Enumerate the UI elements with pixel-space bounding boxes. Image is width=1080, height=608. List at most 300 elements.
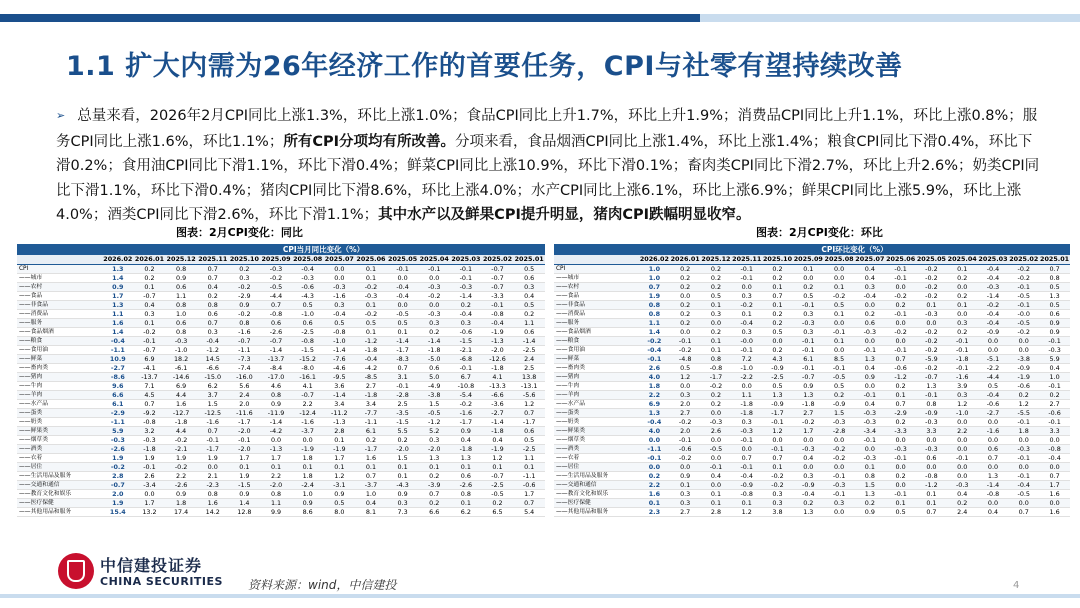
- table-cell: 0.7: [513, 499, 545, 508]
- table-cell: -1.7: [197, 445, 229, 454]
- table-header-blank: [554, 244, 639, 255]
- table-row: [554, 481, 1070, 490]
- table-row: [554, 472, 1070, 481]
- table-cell: -0.4: [387, 283, 419, 292]
- table-cell: -0.6: [292, 283, 324, 292]
- table-cell: 0.5: [513, 265, 545, 274]
- table-cell: -0.4: [323, 310, 355, 319]
- table-cell: 0.1: [947, 301, 978, 310]
- table-cell: -0.9: [916, 409, 947, 418]
- table-cell: 0.1: [229, 463, 261, 472]
- table-cell: -5.1: [978, 355, 1009, 364]
- table-cell: -1.5: [450, 337, 482, 346]
- table-cell: 0.1: [762, 463, 793, 472]
- table-cell: -2.0: [229, 427, 261, 436]
- table-cell: 0.1: [323, 463, 355, 472]
- table-cell: 0.8: [1039, 274, 1070, 283]
- table-cell: 0.2: [762, 265, 793, 274]
- row-label: ——蛋类: [17, 409, 102, 418]
- table-title: CPI当月同比变化（%）: [102, 244, 545, 255]
- table-row: [554, 391, 1070, 400]
- table-cell: 2.6: [701, 427, 732, 436]
- table-cell: -0.1: [1008, 454, 1039, 463]
- table-cell: 0.0: [978, 499, 1009, 508]
- table-cell: 0.0: [947, 283, 978, 292]
- logo-en-text: CHINA SECURITIES: [100, 575, 223, 588]
- table-cell: -1.8: [418, 346, 450, 355]
- table-cell: 0.0: [885, 436, 916, 445]
- table-cell: 0.0: [701, 454, 732, 463]
- table-cell: -0.3: [418, 283, 450, 292]
- table-cell: -1.1: [229, 346, 261, 355]
- table-cell: -0.7: [482, 265, 514, 274]
- table-cell: 1.6: [197, 499, 229, 508]
- table-cell: -4.8: [670, 355, 701, 364]
- table-cell: 0.1: [355, 301, 387, 310]
- table-cell: 6.9: [134, 355, 166, 364]
- table-cell: -0.2: [885, 292, 916, 301]
- table-cell: 0.5: [323, 499, 355, 508]
- row-label: ——交通和通信: [554, 481, 639, 490]
- table-cell: -12.6: [482, 355, 514, 364]
- table-cell: -12.7: [165, 409, 197, 418]
- table-cell: 0.1: [885, 499, 916, 508]
- table-cell: 0.9: [854, 373, 885, 382]
- table-cell: 0.3: [197, 328, 229, 337]
- table-cell: 0.3: [854, 283, 885, 292]
- table-cell: 0.9: [670, 472, 701, 481]
- table-cell: 2.0: [670, 400, 701, 409]
- table-cell: 0.1: [824, 310, 855, 319]
- table-cell: 1.8: [1008, 427, 1039, 436]
- table-cell: 0.9: [165, 274, 197, 283]
- table-cell: -0.4: [355, 355, 387, 364]
- table-cell: 0.3: [731, 328, 762, 337]
- table-cell: 0.0: [762, 436, 793, 445]
- table-row: [554, 310, 1070, 319]
- table-cell: -0.5: [1008, 490, 1039, 499]
- table-cell: 0.1: [947, 265, 978, 274]
- table-cell: -0.2: [701, 382, 732, 391]
- table-row: [554, 337, 1070, 346]
- table-cell: 0.1: [450, 463, 482, 472]
- table-cell: 0.0: [323, 265, 355, 274]
- table-cell: 1.9: [229, 472, 261, 481]
- table-cell: 0.0: [1008, 337, 1039, 346]
- table-row: [17, 265, 545, 274]
- table-cell: -0.1: [134, 463, 166, 472]
- table-row: [554, 328, 1070, 337]
- table-cell: -8.3: [387, 355, 419, 364]
- table-cell: -16.1: [292, 373, 324, 382]
- table-cell: 0.0: [323, 274, 355, 283]
- table-cell: 0.0: [947, 436, 978, 445]
- table-cell: 0.0: [639, 463, 670, 472]
- table-row: [17, 454, 545, 463]
- table-cell: 0.8: [165, 301, 197, 310]
- table-cell: -0.3: [292, 274, 324, 283]
- table-cell: 0.8: [916, 400, 947, 409]
- row-label: ——鲜果类: [554, 427, 639, 436]
- table-cell: 1.3: [793, 391, 824, 400]
- table-cell: -0.6: [450, 328, 482, 337]
- table-cell: -0.1: [670, 337, 701, 346]
- table-cell: -1.8: [947, 355, 978, 364]
- table-cell: -0.1: [793, 364, 824, 373]
- table-cell: -8.5: [355, 373, 387, 382]
- table-cell: -0.2: [1008, 265, 1039, 274]
- table-cell: -1.8: [482, 364, 514, 373]
- table-cell: -0.2: [793, 418, 824, 427]
- table-cell: 0.8: [639, 310, 670, 319]
- table-cell: 0.0: [387, 274, 419, 283]
- table-cell: -7.7: [355, 409, 387, 418]
- table-cell: -0.8: [731, 490, 762, 499]
- table-cell: 0.0: [793, 274, 824, 283]
- table-cell: -2.9: [885, 409, 916, 418]
- table-cell: -0.4: [387, 292, 419, 301]
- table-cell: 0.0: [824, 508, 855, 517]
- table-cell: 0.4: [701, 472, 732, 481]
- table-cell: -0.2: [102, 463, 134, 472]
- table-cell: 2.7: [1039, 400, 1070, 409]
- table-cell: -2.6: [260, 328, 292, 337]
- table-row: [17, 274, 545, 283]
- table-cell: -0.1: [670, 436, 701, 445]
- table-cell: 1.2: [482, 454, 514, 463]
- table-cell: -0.6: [513, 481, 545, 490]
- table-cell: 0.0: [824, 274, 855, 283]
- table-row: [17, 292, 545, 301]
- table-cell: 0.8: [854, 472, 885, 481]
- table-cell: -0.2: [916, 364, 947, 373]
- table-cell: 0.1: [387, 328, 419, 337]
- column-header: [554, 255, 639, 265]
- table-cell: 2.2: [292, 400, 324, 409]
- table-cell: -1.1: [355, 418, 387, 427]
- table-cell: -0.4: [978, 265, 1009, 274]
- table-cell: 1.0: [355, 490, 387, 499]
- table-cell: -0.1: [947, 454, 978, 463]
- table-cell: 0.9: [102, 283, 134, 292]
- table-cell: 0.9: [1039, 328, 1070, 337]
- table-cell: 0.6: [165, 283, 197, 292]
- table-cell: -0.5: [1008, 292, 1039, 301]
- table-cell: -0.7: [229, 337, 261, 346]
- table-cell: -1.8: [731, 400, 762, 409]
- table-cell: -0.2: [134, 328, 166, 337]
- table-cell: -2.6: [165, 481, 197, 490]
- table-cell: 0.0: [701, 409, 732, 418]
- table-cell: 0.4: [1039, 364, 1070, 373]
- table-cell: 1.6: [165, 400, 197, 409]
- para-text-1: 总量来看，2026年2月CPI同比上涨1.3%，环比上涨1.0%；食品CPI同比上升1.7%，环比上升1.9%；消费品CPI同比上升1.1%，环比上涨0.8%；服务CPI同比上涨1.6%，环比1.1%；: [56, 108, 1038, 150]
- table-cell: 0.0: [1008, 499, 1039, 508]
- table-cell: -0.2: [824, 445, 855, 454]
- table-cell: 3.9: [947, 382, 978, 391]
- table-cell: 3.3: [1039, 427, 1070, 436]
- table-cell: 0.3: [824, 499, 855, 508]
- table-row: [554, 364, 1070, 373]
- table-cell: 0.7: [639, 283, 670, 292]
- table-cell: 2.2: [260, 472, 292, 481]
- table-cell: 2.4: [947, 508, 978, 517]
- table-cell: 1.1: [639, 319, 670, 328]
- table-cell: -1.0: [947, 409, 978, 418]
- table-cell: 1.2: [731, 508, 762, 517]
- table-cell: -0.1: [947, 364, 978, 373]
- table-cell: 0.8: [450, 490, 482, 499]
- table-cell: 0.0: [731, 283, 762, 292]
- table-cell: -1.9: [292, 445, 324, 454]
- table-cell: 0.3: [134, 310, 166, 319]
- row-label: ——交通和通信: [17, 481, 102, 490]
- table-cell: -0.2: [355, 283, 387, 292]
- table-row: [17, 355, 545, 364]
- table-cell: 0.5: [513, 301, 545, 310]
- table-cell: 4.1: [482, 373, 514, 382]
- table-cell: 4.4: [165, 391, 197, 400]
- table-cell: -1.7: [387, 346, 419, 355]
- table-cell: -1.1: [102, 346, 134, 355]
- table-cell: 2.8: [102, 472, 134, 481]
- table-cell: 0.7: [731, 454, 762, 463]
- table-header-blank: [17, 244, 102, 255]
- table-cell: 0.8: [229, 319, 261, 328]
- table-cell: 0.5: [824, 301, 855, 310]
- table-cell: 8.6: [292, 508, 324, 517]
- row-label: ——水产品: [17, 400, 102, 409]
- table-cell: -0.7: [793, 373, 824, 382]
- table-cell: 0.8: [165, 265, 197, 274]
- table-cell: 4.0: [639, 427, 670, 436]
- row-label: ——酒类: [17, 445, 102, 454]
- table-cell: 0.0: [824, 463, 855, 472]
- table-cell: -0.4: [978, 310, 1009, 319]
- table-cell: 0.2: [1039, 391, 1070, 400]
- table-cell: -0.4: [639, 346, 670, 355]
- table-cell: 2.0: [229, 400, 261, 409]
- table-cell: 1.3: [854, 355, 885, 364]
- table-cell: 0.1: [670, 481, 701, 490]
- table-cell: -0.9: [793, 481, 824, 490]
- table-cell: 0.0: [824, 265, 855, 274]
- table-cell: 7.2: [731, 355, 762, 364]
- table-cell: 0.1: [731, 499, 762, 508]
- table-cell: -0.2: [165, 463, 197, 472]
- table-cell: -1.9: [482, 445, 514, 454]
- table-cell: 1.3: [916, 382, 947, 391]
- table-cell: -0.6: [885, 364, 916, 373]
- table-cell: 14.5: [197, 355, 229, 364]
- table-cell: 2.5: [513, 364, 545, 373]
- table-cell: -0.2: [260, 274, 292, 283]
- row-label: ——城市: [17, 274, 102, 283]
- table-cell: 0.9: [323, 490, 355, 499]
- table-cell: -3.5: [387, 409, 419, 418]
- table-cell: 1.8: [165, 499, 197, 508]
- table-cell: -1.0: [731, 364, 762, 373]
- table-cell: 0.4: [482, 436, 514, 445]
- table-cell: 0.0: [701, 436, 732, 445]
- table-row: [17, 400, 545, 409]
- table-row: [554, 283, 1070, 292]
- row-label: ——猪肉: [554, 373, 639, 382]
- table-cell: 0.7: [197, 427, 229, 436]
- row-label: ——食用油: [17, 346, 102, 355]
- row-label: ——猪肉: [17, 373, 102, 382]
- table-cell: -1.9: [482, 328, 514, 337]
- table-cell: 0.2: [670, 274, 701, 283]
- table-cell: -2.4: [292, 481, 324, 490]
- row-label: ——食用油: [554, 346, 639, 355]
- table-cell: -1.6: [229, 328, 261, 337]
- table-cell: -0.0: [731, 337, 762, 346]
- table-cell: 0.2: [387, 436, 419, 445]
- table-cell: -4.1: [134, 364, 166, 373]
- table-cell: 0.5: [387, 319, 419, 328]
- table-cell: 1.9: [639, 292, 670, 301]
- table-cell: -0.2: [639, 337, 670, 346]
- table-row: [17, 328, 545, 337]
- table-cell: 0.1: [824, 283, 855, 292]
- table-cell: -0.1: [793, 301, 824, 310]
- table-cell: 0.2: [885, 301, 916, 310]
- table-cell: -0.2: [824, 454, 855, 463]
- table-cell: -9.5: [323, 373, 355, 382]
- table-cell: -1.4: [260, 346, 292, 355]
- table-cell: -0.1: [854, 346, 885, 355]
- table-cell: 1.5: [854, 481, 885, 490]
- table-cell: 0.0: [793, 436, 824, 445]
- table-cell: 0.0: [1039, 436, 1070, 445]
- table-cell: -0.1: [885, 274, 916, 283]
- table-cell: -6.6: [197, 364, 229, 373]
- table-cell: 5.2: [418, 427, 450, 436]
- row-label: ——鲜果类: [17, 427, 102, 436]
- table-cell: 0.0: [947, 310, 978, 319]
- table-cell: 1.9: [197, 454, 229, 463]
- row-label: ——畜肉类: [554, 364, 639, 373]
- row-label: ——生活用品及服务: [17, 472, 102, 481]
- column-header: 2025.10: [762, 255, 793, 263]
- table-cell: -0.9: [731, 481, 762, 490]
- page-number: 4: [1013, 580, 1020, 591]
- row-label: ——食品烟酒: [17, 328, 102, 337]
- table-cell: 0.1: [885, 391, 916, 400]
- table-cell: -2.5: [292, 328, 324, 337]
- table-cell: -13.7: [260, 355, 292, 364]
- table-cell: -1.1: [639, 445, 670, 454]
- table-cell: -3.4: [134, 481, 166, 490]
- table-cell: -11.2: [323, 409, 355, 418]
- table-cell: 0.9: [229, 301, 261, 310]
- table-cell: 9.9: [260, 508, 292, 517]
- table-cell: 5.0: [418, 373, 450, 382]
- top-accent-bar: [0, 14, 1080, 22]
- table-cell: 0.1: [824, 337, 855, 346]
- table-cell: -1.4: [418, 337, 450, 346]
- table-cell: 0.3: [947, 319, 978, 328]
- table-cell: 1.2: [1008, 400, 1039, 409]
- table-cell: 0.2: [947, 328, 978, 337]
- row-label: ——医疗保健: [17, 499, 102, 508]
- table-cell: -4.9: [418, 382, 450, 391]
- table-cell: -15.2: [292, 355, 324, 364]
- para-bold-2: 其中水产以及鲜果CPI提升明显，猪肉CPI跌幅明显收窄。: [378, 207, 751, 223]
- table-row: [554, 355, 1070, 364]
- column-header: 2026.01: [134, 255, 165, 263]
- table-cell: 0.7: [197, 265, 229, 274]
- table-cell: -0.3: [165, 337, 197, 346]
- table-cell: -1.6: [450, 409, 482, 418]
- table-cell: 3.8: [762, 508, 793, 517]
- table-cell: 0.9: [165, 490, 197, 499]
- table-cell: 4.6: [260, 382, 292, 391]
- table-cell: -0.1: [387, 382, 419, 391]
- table-cell: 1.7: [513, 490, 545, 499]
- table-cell: 5.9: [1039, 355, 1070, 364]
- table-cell: 0.0: [1008, 346, 1039, 355]
- table-cell: -0.4: [854, 292, 885, 301]
- table-cell: 0.7: [978, 454, 1009, 463]
- table-cell: 0.3: [947, 391, 978, 400]
- table-cell: 6.1: [793, 355, 824, 364]
- table-cell: 1.3: [1039, 292, 1070, 301]
- table-cell: -0.1: [947, 337, 978, 346]
- table-cell: 0.9: [292, 499, 324, 508]
- table-cell: 8.1: [355, 508, 387, 517]
- table-cell: -2.2: [731, 373, 762, 382]
- table-cell: 0.3: [731, 418, 762, 427]
- table-cell: -0.3: [355, 292, 387, 301]
- table-cell: -0.3: [102, 436, 134, 445]
- table-cell: -1.4: [387, 337, 419, 346]
- column-header: 2025.09: [793, 255, 823, 263]
- column-header: 2025.05: [388, 255, 418, 263]
- column-header: 2025.06: [356, 255, 386, 263]
- table-cell: -1.1: [513, 472, 545, 481]
- table-cell: -9.2: [134, 409, 166, 418]
- table-cell: 1.5: [387, 454, 419, 463]
- table-cell: 0.1: [701, 337, 732, 346]
- table-cell: 0.2: [355, 436, 387, 445]
- table-cell: 0.5: [824, 382, 855, 391]
- row-label: ——烟草类: [554, 436, 639, 445]
- column-header: [17, 255, 102, 265]
- column-header: 2026.02: [639, 255, 669, 263]
- table-cell: -0.3: [1039, 346, 1070, 355]
- table-cell: 2.0: [670, 427, 701, 436]
- table-cell: -0.3: [731, 427, 762, 436]
- table-row: [17, 319, 545, 328]
- table-cell: -0.6: [1039, 409, 1070, 418]
- table-cell: -0.9: [762, 364, 793, 373]
- table-cell: 1.5: [418, 400, 450, 409]
- table-cell: 1.9: [134, 454, 166, 463]
- table-cell: 6.5: [482, 508, 514, 517]
- row-label: ——蛋类: [554, 409, 639, 418]
- row-label: ——生活用品及服务: [554, 472, 639, 481]
- table-cell: 1.2: [670, 373, 701, 382]
- table-row: [17, 490, 545, 499]
- table-cell: 1.0: [165, 310, 197, 319]
- table-cell: 0.3: [731, 292, 762, 301]
- summary-paragraph: [56, 104, 1046, 228]
- table-cell: 4.3: [762, 355, 793, 364]
- table-cell: -0.7: [134, 346, 166, 355]
- table-cell: 0.2: [229, 265, 261, 274]
